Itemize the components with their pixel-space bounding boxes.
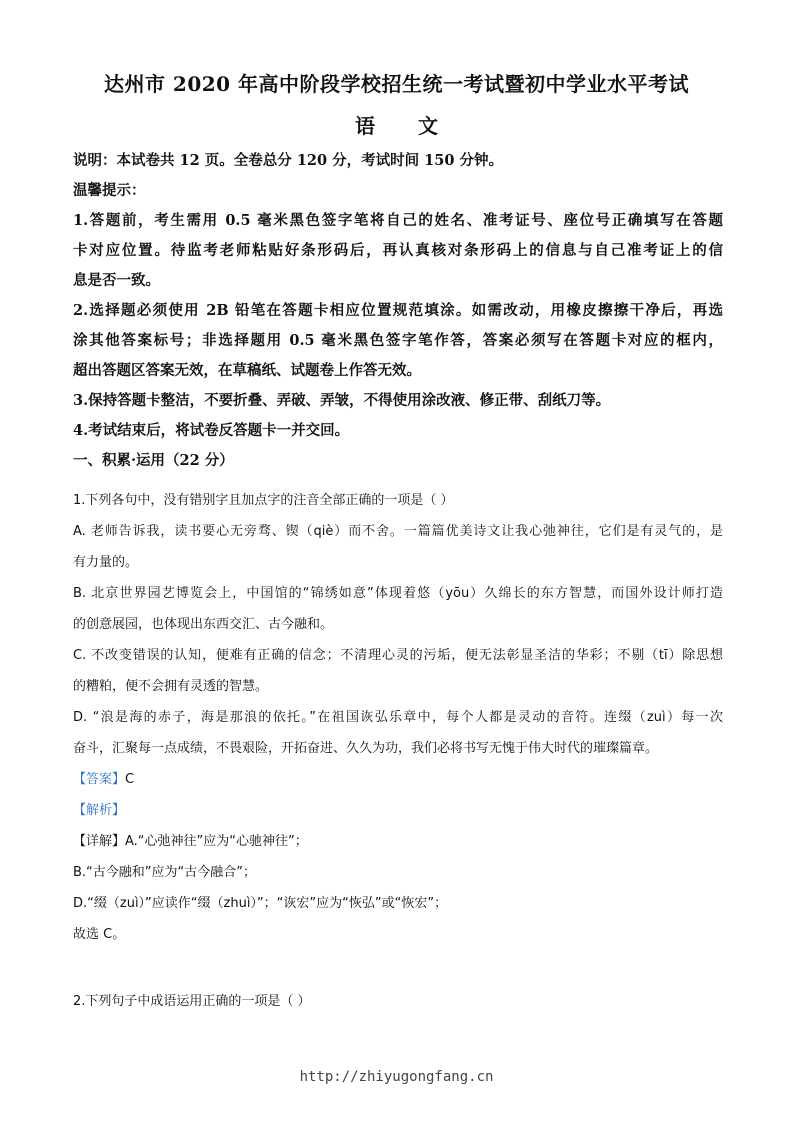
answer-value: C — [125, 772, 135, 787]
exam-description: 说明：本试卷共 12 页。全卷总分 120 分，考试时间 150 分钟。 — [73, 152, 503, 169]
analysis-line-3: D.“缀（zuì）”应读作“缀（zhuì）”；“诙宏”应为“恢弘”或“恢宏”； — [73, 896, 448, 911]
option-a-line-2: 有力量的。 — [73, 555, 139, 570]
footer-url[interactable]: http://zhiyugongfang.cn — [299, 1069, 494, 1085]
page-title: 达州市 2020 年高中阶段学校招生统一考试暨初中学业水平考试 — [103, 72, 690, 96]
option-b-line-2: 的创意展园，也体现出东西交汇、古今融和。 — [73, 617, 334, 632]
exam-notes — [73, 146, 723, 476]
option-a-line-1: A. 老师告诉我，读书要心无旁骛、锲（qiè）而不舍。一篇篇优美诗文让我心弛神往，它们是有灵气的，是 — [73, 524, 723, 539]
tip-2-line-1: 2.选择题必须使用 2B 铅笔在答题卡相应位置规范填涂。如需改动，用橡皮擦擦干净后，再选 — [73, 302, 723, 319]
option-d-line-2: 奋斗，汇聚每一点成绩，不畏艰险，开拓奋进、久久为功，我们必将书写无愧于伟大时代的璀璨篇章。 — [73, 741, 659, 756]
tip-1-line-3: 息是否一致。 — [73, 272, 160, 289]
question-1-stem: 1.下列各句中，没有错别字且加点字的注音全部正确的一项是（ ） — [73, 493, 454, 508]
option-c-line-1: C. 不改变错误的认知，便难有正确的信念；不清理心灵的污垢，便无法彰显圣洁的华彩；不剔（tī）除思想 — [73, 648, 723, 663]
question-2-stem: 2.下列句子中成语运用正确的一项是（ ） — [73, 994, 311, 1009]
tip-2-line-2: 涂其他答案标号；非选择题用 0.5 毫米黑色签字笔作答，答案必须写在答题卡对应的框内， — [73, 332, 723, 349]
analysis-line-1: 【详解】A.“心弛神往”应为“心驰神往”； — [73, 834, 308, 849]
option-c-line-2: 的糟粕，便不会拥有灵透的智慧。 — [73, 679, 269, 694]
analysis-label: 【解析】 — [73, 803, 126, 818]
option-d-line-1: D. “浪是海的赤子，海是那浪的依托。”在祖国诙弘乐章中，每个人都是灵动的音符。连缀（zuì）每一次 — [73, 710, 723, 725]
answer-row — [73, 764, 723, 795]
question-2 — [73, 986, 723, 1017]
subject-title: 语 文 — [355, 114, 456, 138]
analysis-line-4: 故选 C。 — [73, 927, 126, 942]
tip-1-line-1: 1.答题前，考生需用 0.5 毫米黑色签字笔将自己的姓名、准考证号、座位号正确填写在答题 — [73, 212, 723, 229]
analysis-line-2: B.“古今融和”应为“古今融合”； — [73, 865, 256, 880]
tip-1-line-2: 卡对应位置。待监考老师粘贴好条形码后，再认真核对条形码上的信息与自己准考证上的信 — [73, 242, 723, 259]
tip-3: 3.保持答题卡整洁，不要折叠、弄破、弄皱，不得使用涂改液、修正带、刮纸刀等。 — [73, 392, 611, 409]
option-b-line-1: B. 北京世界园艺博览会上，中国馆的“锦绣如意”体现着悠（yōu）久绵长的东方智慧，而国外设计师打造 — [73, 586, 723, 601]
answer-label: 【答案】 — [73, 772, 126, 787]
tip-2-line-3: 超出答题区答案无效，在草稿纸、试题卷上作答无效。 — [73, 362, 421, 379]
tip-4: 4.考试结束后，将试卷反答题卡一并交回。 — [73, 422, 350, 439]
reminder-heading: 温馨提示： — [73, 182, 146, 199]
question-1 — [73, 485, 723, 950]
section-heading: 一、积累·运用（22 分） — [73, 452, 234, 469]
